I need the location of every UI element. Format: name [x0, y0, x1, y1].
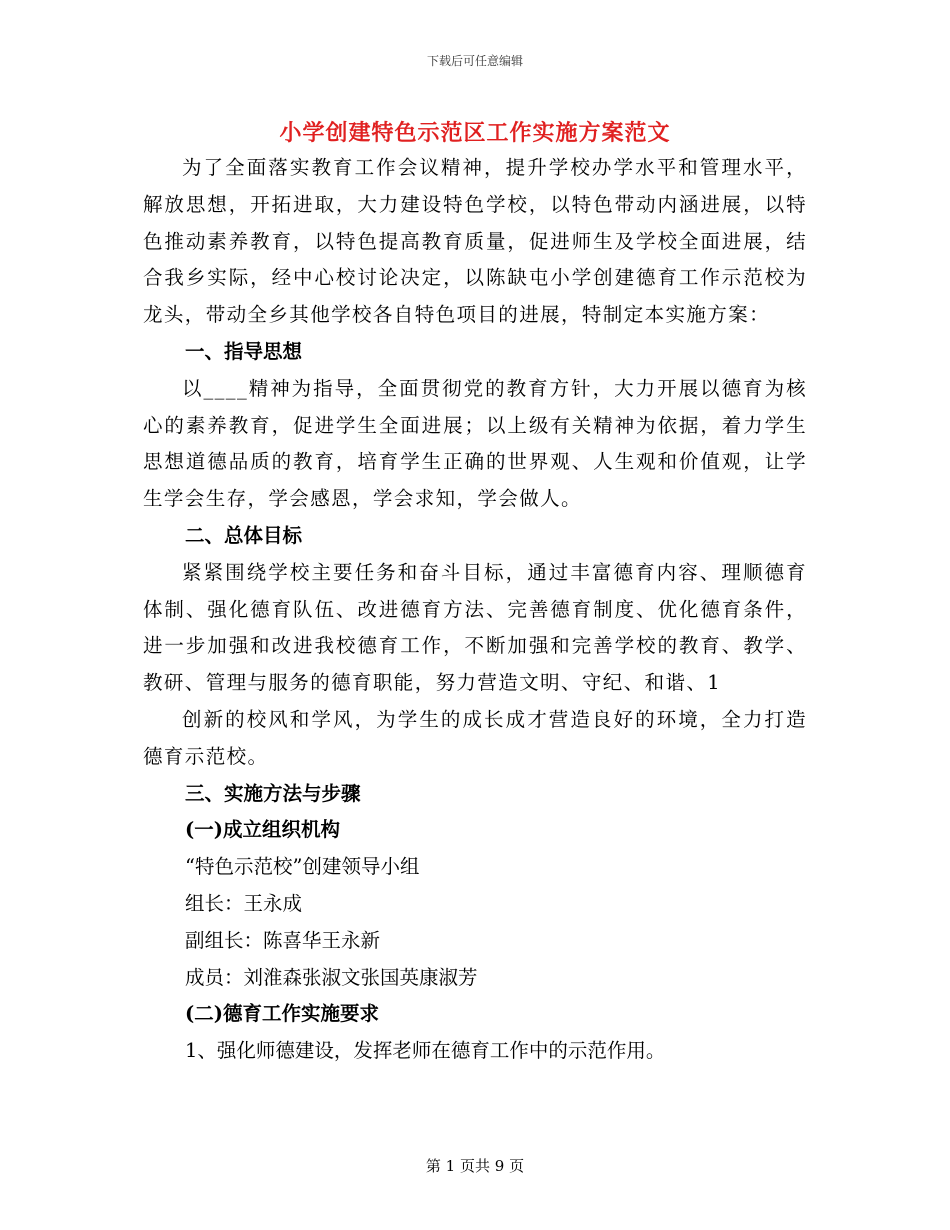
section-heading-goals: 二、总体目标: [185, 523, 303, 547]
document-title: 小学创建特色示范区工作实施方案范文: [279, 120, 671, 146]
group-leader: 组长：王永成: [185, 891, 303, 915]
guiding-paragraph: 以____精神为指导，全面贯彻党的教育方针，大力开展以德育为核心的素养教育，促进学生全面进展；以上级有关精神为依据，着力学生思想道德品质的教育，培育学生正确的世界观、人生观和价值观，让学生学会生存，学会感恩，学会求知，学会做人。: [143, 376, 807, 511]
intro-paragraph: 为了全面落实教育工作会议精神，提升学校办学水平和管理水平，解放思想，开拓进取，大力建设特色学校，以特色带动内涵进展，以特色推动素养教育，以特色提高教育质量，促进师生及学校全面进展，结合我乡实际，经中心校讨论决定，以陈缺屯小学创建德育工作示范校为龙头，带动全乡其他学校各自特色项目的进展，特制定本实施方案：: [143, 156, 807, 327]
group-members: 成员：刘淮森张淑文张国英康淑芳: [185, 965, 478, 989]
subsection-heading-requirements: (二)德育工作实施要求: [185, 1002, 379, 1026]
section-heading-guiding: 一、指导思想: [185, 339, 303, 363]
page-number: 第 1 页共 9 页: [425, 1157, 525, 1175]
requirement-item-1: 1、强化师德建设，发挥老师在德育工作中的示范作用。: [185, 1039, 666, 1063]
goals-paragraph-a: 紧紧围绕学校主要任务和奋斗目标，通过丰富德育内容、理顺德育体制、强化德育队伍、改进德育方法、完善德育制度、优化德育条件，进一步加强和改进我校德育工作，不断加强和完善学校的教育、教学、教研、管理与服务的德育职能，努力营造文明、守纪、和谐、1: [143, 560, 807, 695]
section-heading-methods: 三、实施方法与步骤: [185, 781, 361, 805]
header-note: 下载后可任意编辑: [426, 54, 523, 68]
document-body: [143, 150, 807, 1070]
goals-paragraph-b: 创新的校风和学风，为学生的成长成才营造良好的环境，全力打造德育示范校。: [143, 707, 807, 768]
subsection-heading-organization: (一)成立组织机构: [185, 818, 340, 842]
group-vice-leader: 副组长：陈喜华王永新: [185, 928, 381, 952]
group-name: “特色示范校”创建领导小组: [185, 855, 420, 879]
